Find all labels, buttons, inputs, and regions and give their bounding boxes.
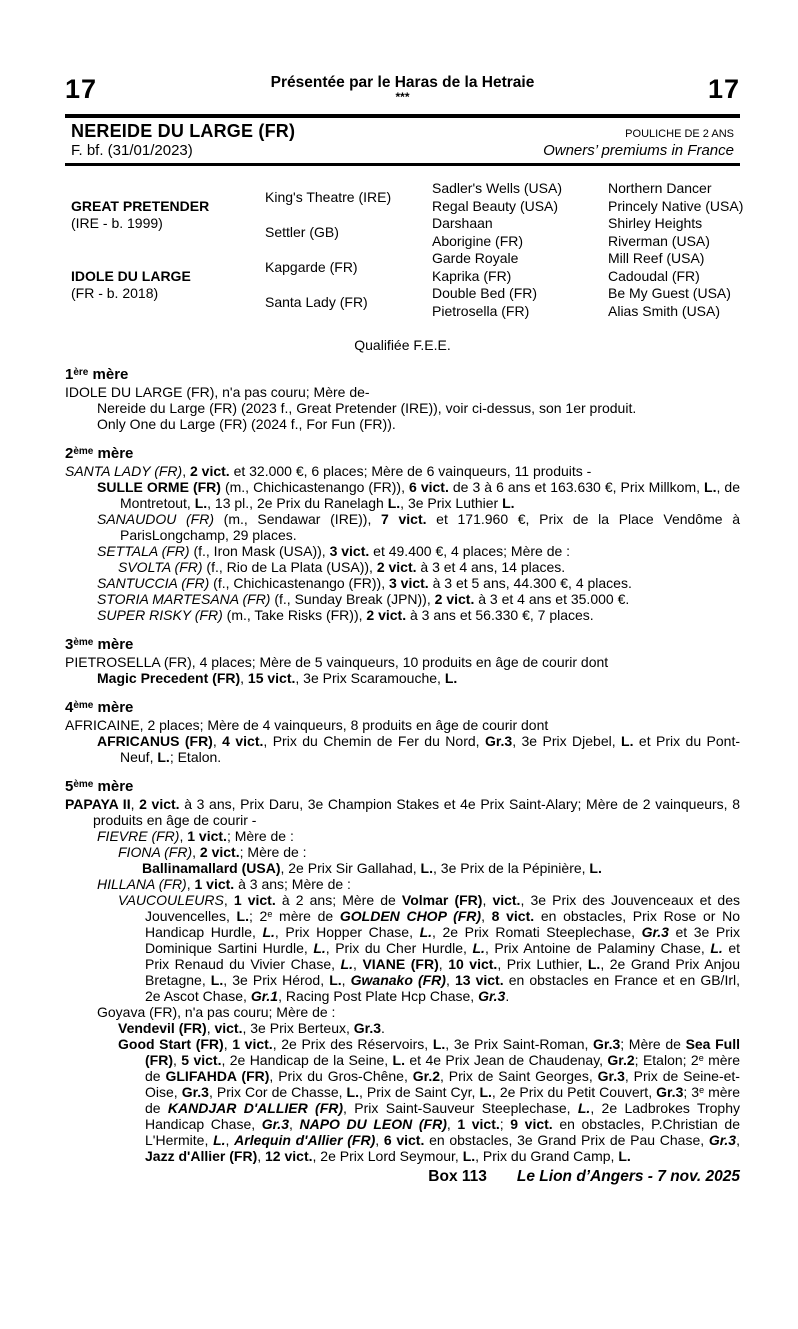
pedigree-gen3-5: Garde Royale (432, 250, 519, 266)
premium-note: Owners’ premiums in France (543, 142, 734, 159)
presenter-block (155, 74, 650, 102)
pedigree-gen3-4: Aborigine (FR) (432, 232, 524, 249)
lot-number-left: 17 (65, 74, 98, 104)
pedigree-table (71, 180, 744, 320)
pedigree-gen4-1: Northern Dancer (608, 180, 712, 196)
page-header (65, 74, 740, 105)
pedigree-line: SUPER RISKY (FR) (m., Take Risks (FR)), 2 vict. à 3 ans et 56.330 €, 7 places. (97, 607, 594, 623)
pedigree-gen2-4: Santa Lady (FR) (265, 293, 368, 310)
pedigree-gen4-7: Be My Guest (USA) (608, 285, 731, 301)
pedigree-line: Nereide du Large (FR) (2023 f., Great Pretender (IRE)), voir ci-dessus, son 1er produit. (97, 400, 637, 416)
pedigree-gen3-6: Kaprika (FR) (432, 267, 512, 284)
box-number: Box 113 (428, 1168, 487, 1185)
pedigree-line: PIETROSELLA (FR), 4 places; Mère de 5 vainqueurs, 10 produits en âge de courir dont (65, 654, 609, 670)
pedigree-line: FIEVRE (FR), 1 vict.; Mère de : (97, 828, 294, 844)
pedigree-line: AFRICANUS (FR), 4 vict., Prix du Chemin de Fer du Nord, Gr.3, 3e Prix Djebel, L. et Prix du Pont-Neuf, L.; Etalon. (97, 733, 740, 765)
pedigree-gen2-2: Settler (GB) (265, 223, 339, 240)
pedigree-line: VAUCOULEURS, 1 vict. à 2 ans; Mère de Volmar (FR), vict., 3e Prix des Jouvenceaux et des Jouvencelles, L.; 2e mère de GOLDEN CHOP (FR), 8 vict. en obstacles, Prix Rose or No Handicap Hurdle, L., Prix Hopper Chase, L., 2e Prix Romati Steeplechase, Gr.3 et 3e Prix Dominique Sartini Hurdle, L., Prix du Cher Hurdle, L., Prix Antoine de Palaminy Chase, L. et Prix Renaud du Vivier Chase, L., VIANE (FR), 10 vict., Prix Luthier, L., 2e Grand Prix Anjou Bretagne, L., 3e Prix Hérod, L., Gwanako (FR), 13 vict. en obstacles en France et en GB/Irl, 2e Ascot Chase, Gr.1, Racing Post Plate Hcp Chase, Gr.3. (118, 892, 741, 1004)
horse-details: F. bf. (31/01/2023) (71, 142, 193, 159)
presenter-title: Présentée par le Haras de la Hetraie (270, 74, 535, 91)
pedigree-sire (71, 198, 265, 233)
pedigree-line: SANTA LADY (FR), 2 vict. et 32.000 €, 6 places; Mère de 6 vainqueurs, 11 produits - (65, 463, 592, 479)
sire-name: GREAT PRETENDER (71, 197, 210, 214)
section-heading-1st-dam: 1ère mère (65, 366, 129, 383)
pedigree-line: STORIA MARTESANA (FR) (f., Sunday Break (JPN)), 2 vict. à 3 et 4 ans et 35.000 €. (97, 591, 630, 607)
pedigree-line: SANTUCCIA (FR) (f., Chichicastenango (FR)), 3 vict. à 3 et 5 ans, 44.300 €, 4 places. (97, 575, 632, 591)
stars-separator: *** (395, 90, 410, 104)
pedigree-gen4-3: Shirley Heights (608, 215, 703, 231)
pedigree-line: AFRICAINE, 2 places; Mère de 4 vainqueurs, 8 produits en âge de courir dont (65, 717, 549, 733)
pedigree-line: SULLE ORME (FR) (m., Chichicastenango (FR)), 6 vict. de 3 à 6 ans et 163.630 €, Prix Millkom, L., de Montretout, L., 13 pl., 2e Prix du Ranelagh L., 3e Prix Luthier L. (97, 479, 740, 511)
horse-title-box (65, 114, 740, 166)
pedigree-gen3-7: Double Bed (FR) (432, 285, 538, 301)
pedigree-gen4-5: Mill Reef (USA) (608, 250, 705, 266)
sale-location-date: Le Lion d’Angers - 7 nov. 2025 (516, 1168, 740, 1185)
sire-sub: (IRE - b. 1999) (71, 215, 163, 231)
pedigree-gen4-8: Alias Smith (USA) (608, 302, 721, 319)
pedigree-gen4-4: Riverman (USA) (608, 232, 710, 249)
pedigree-dam (71, 268, 265, 303)
dam-name: IDOLE DU LARGE (71, 267, 191, 284)
pedigree-gen2-3: Kapgarde (FR) (265, 258, 358, 275)
pedigree-line: Goyava (FR), n'a pas couru; Mère de : (97, 1004, 336, 1020)
pedigree-gen3-2: Regal Beauty (USA) (432, 197, 559, 214)
pedigree-gen4-2: Princely Native (USA) (608, 197, 744, 214)
qualification-note: Qualifiée F.E.E. (354, 337, 451, 353)
pedigree-line: Good Start (FR), 1 vict., 2e Prix des Réservoirs, L., 3e Prix Saint-Roman, Gr.3; Mère de Sea Full (FR), 5 vict., 2e Handicap de la Seine, L. et 4e Prix Jean de Chaudenay, Gr.2; Etalon; 2e mère de GLIFAHDA (FR), Prix du Gros-Chêne, Gr.2, Prix de Saint Georges, Gr.3, Prix de Seine-et-Oise, Gr.3, Prix Cor de Chasse, L., Prix de Saint Cyr, L., 2e Prix du Petit Couvert, Gr.3; 3e mère de KANDJAR D'ALLIER (FR), Prix Saint-Sauveur Steeplechase, L., 2e Ladbrokes Trophy Handicap Chase, Gr.3, NAPO DU LEON (FR), 1 vict.; 9 vict. en obstacles, P.Christian de L'Hermite, L., Arlequin d'Allier (FR), 6 vict. en obstacles, 3e Grand Prix de Pau Chase, Gr.3, Jazz d'Allier (FR), 12 vict., 2e Prix Lord Seymour, L., Prix du Grand Camp, L. (118, 1036, 740, 1164)
pedigree-line: HILLANA (FR), 1 vict. à 3 ans; Mère de : (97, 876, 351, 892)
pedigree-gen3-8: Pietrosella (FR) (432, 302, 530, 319)
pedigree-line: SETTALA (FR) (f., Iron Mask (USA)), 3 vict. et 49.400 €, 4 places; Mère de : (97, 543, 571, 559)
lot-number-right: 17 (707, 74, 740, 104)
pedigree-line: SVOLTA (FR) (f., Rio de La Plata (USA)), 2 vict. à 3 et 4 ans, 14 places. (118, 559, 566, 575)
dam-sub: (FR - b. 2018) (71, 285, 159, 301)
pedigree-line: SANAUDOU (FR) (m., Sendawar (IRE)), 7 vict. et 171.960 €, Prix de la Place Vendôme à ParisLongchamp, 29 places. (97, 511, 740, 543)
sale-footer (65, 1168, 740, 1186)
pedigree-gen4-6: Cadoudal (FR) (608, 267, 700, 284)
section-heading-3rd-dam: 3ème mère (65, 636, 134, 653)
pedigree-line: Magic Precedent (FR), 15 vict., 3e Prix Scaramouche, L. (97, 670, 458, 686)
pedigree-line: Vendevil (FR), vict., 3e Prix Berteux, Gr.3. (118, 1020, 385, 1036)
pedigree-line: PAPAYA II, 2 vict. à 3 ans, Prix Daru, 3e Champion Stakes et 4e Prix Saint-Alary; Mère de 2 vainqueurs, 8 produits en âge de courir - (65, 796, 740, 828)
pedigree-gen3-1: Sadler's Wells (USA) (432, 180, 562, 196)
pedigree-line: Only One du Large (FR) (2024 f., For Fun (FR)). (97, 416, 396, 432)
pedigree-line: FIONA (FR), 2 vict.; Mère de : (118, 844, 307, 860)
pedigree-gen2-1: King's Theatre (IRE) (265, 188, 392, 205)
section-heading-5th-dam: 5ème mère (65, 778, 134, 795)
horse-category: POULICHE DE 2 ANS (625, 128, 734, 140)
horse-name: NEREIDE DU LARGE (FR) (71, 121, 296, 141)
section-heading-4th-dam: 4ème mère (65, 699, 134, 716)
pedigree-line: IDOLE DU LARGE (FR), n'a pas couru; Mère de- (65, 384, 370, 400)
pedigree-line: Ballinamallard (USA), 2e Prix Sir Gallahad, L., 3e Prix de la Pépinière, L. (142, 860, 602, 876)
section-heading-2nd-dam: 2ème mère (65, 445, 134, 462)
pedigree-gen3-3: Darshaan (432, 215, 493, 231)
